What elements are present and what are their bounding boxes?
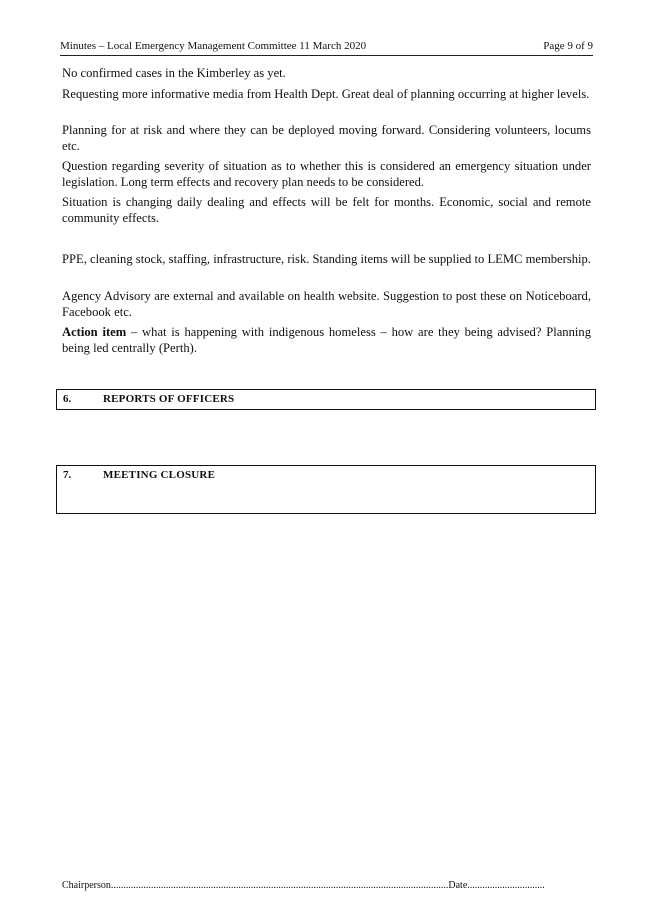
action-item-text: – what is happening with indigenous homeless – how are they being advised? Planning being led centrally (Perth).	[62, 325, 591, 355]
signature-footer	[62, 880, 582, 891]
page-header	[60, 39, 593, 56]
section-meeting-closure	[56, 465, 596, 514]
chairperson-signature-line: .......................................................................................................................................	[110, 880, 449, 891]
paragraph-media-request: Requesting more informative media from Health Dept. Great deal of planning occurring at higher levels.	[62, 87, 590, 101]
date-signature-line: ...............................	[467, 880, 545, 891]
paragraph-planning-at-risk: Planning for at risk and where they can be deployed moving forward. Considering volunteers, locums etc.	[62, 123, 591, 153]
section-reports-of-officers	[56, 389, 596, 410]
chairperson-label: Chairperson	[62, 880, 111, 891]
paragraph-agency-advisory: Agency Advisory are external and available on health website. Suggestion to post these on Noticeboard, Facebook etc.	[62, 289, 591, 319]
header-title: Minutes – Local Emergency Management Committee 11 March 2020	[60, 40, 367, 52]
date-label: Date	[448, 880, 468, 891]
page-number: Page 9 of 9	[543, 40, 593, 52]
section-number: 6.	[63, 393, 72, 405]
section-title: REPORTS OF OFFICERS	[103, 393, 235, 405]
action-item-label: Action item	[62, 325, 127, 339]
paragraph-ppe: PPE, cleaning stock, staffing, infrastructure, risk. Standing items will be supplied to LEMC membership.	[62, 252, 591, 266]
section-number: 7.	[63, 469, 72, 481]
paragraph-severity-question: Question regarding severity of situation as to whether this is considered an emergency situation under legislation. Long term effects and recovery plan needs to be considered.	[62, 159, 591, 189]
section-title: MEETING CLOSURE	[103, 469, 216, 481]
paragraph-situation-changing: Situation is changing daily dealing and effects will be felt for months. Economic, social and remote community effects.	[62, 195, 591, 225]
paragraph-confirmed-cases: No confirmed cases in the Kimberley as yet.	[62, 66, 286, 80]
paragraph-action-item	[62, 325, 591, 356]
